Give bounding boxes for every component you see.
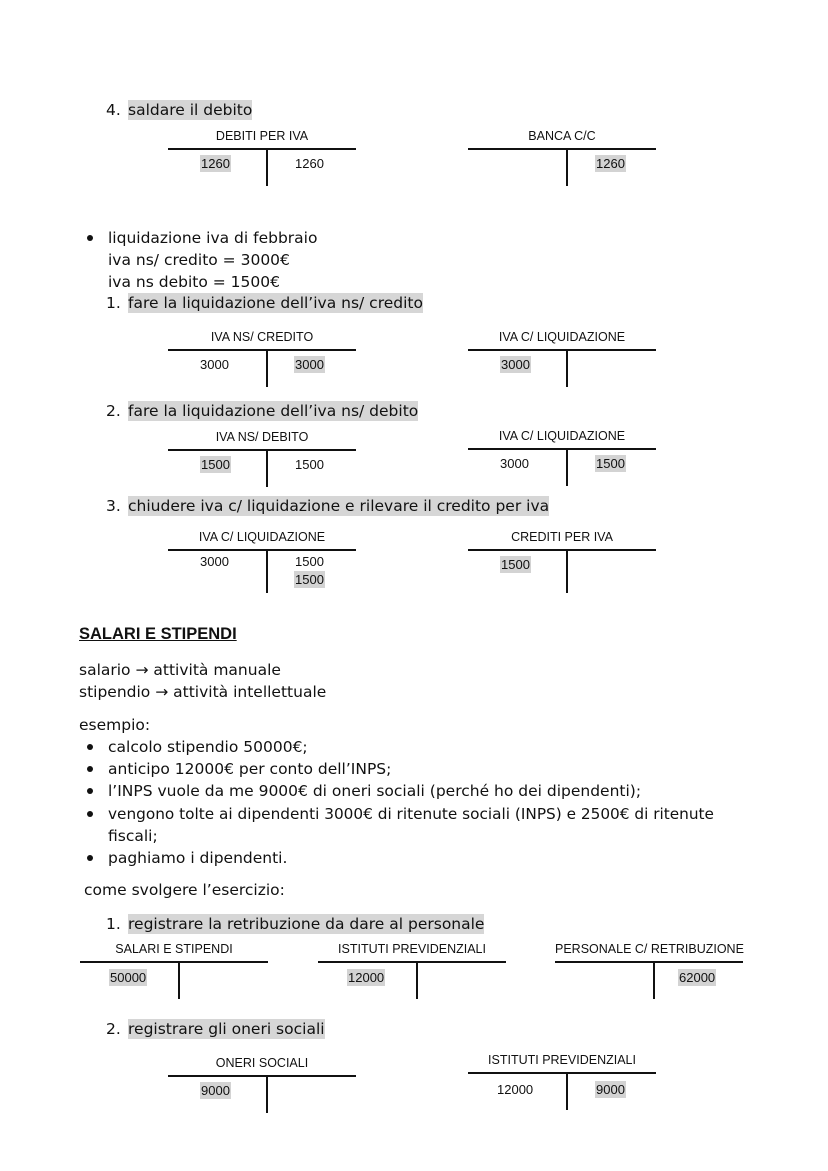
bullet: [87, 744, 93, 750]
account-divider: [266, 349, 268, 387]
step-s2-number: 2.: [106, 1020, 121, 1038]
step-4-number: 4.: [106, 101, 121, 119]
esempio-item: vengono tolte ai dipendenti 3000€ di ritenute sociali (INPS) e 2500€ di ritenute: [108, 805, 714, 823]
account-top-line: [168, 1075, 356, 1077]
t-account-salari-stipendi: [80, 941, 268, 1001]
bullet: [87, 235, 93, 241]
dare-value: 1500: [201, 457, 230, 472]
esempio-item-continuation: fiscali;: [108, 827, 158, 845]
dare-value: 3000: [200, 554, 229, 569]
account-divider: [178, 961, 180, 999]
account-top-line: [168, 349, 356, 351]
dare-value: 50000: [110, 970, 147, 985]
account-divider: [653, 961, 655, 999]
account-title: IVA NS/ DEBITO: [215, 430, 309, 444]
account-divider: [266, 449, 268, 487]
dare-value: 12000: [348, 970, 385, 985]
avere-value-1: 1500: [295, 554, 324, 569]
t-account-debiti-per-iva: [168, 128, 356, 188]
account-divider: [416, 961, 418, 999]
t-account-istituti-previdenziali-2: [468, 1052, 656, 1112]
account-divider: [266, 1075, 268, 1113]
bullet: [87, 855, 93, 861]
account-divider: [566, 349, 568, 387]
account-title: IVA NS/ CREDITO: [210, 330, 314, 344]
dare-value: 3000: [500, 456, 529, 471]
account-top-line: [555, 961, 743, 963]
step-f2-text: fare la liquidazione dell’iva ns/ debito: [128, 402, 419, 420]
t-account-personale-retribuzione: [555, 941, 743, 1001]
account-title: ONERI SOCIALI: [215, 1056, 309, 1070]
dare-value: 9000: [201, 1083, 230, 1098]
step-4-text: saldare il debito: [128, 101, 253, 119]
account-title: IVA C/ LIQUIDAZIONE: [198, 530, 326, 544]
come-svolgere: come svolgere l’esercizio:: [84, 881, 285, 899]
step-f1-text: fare la liquidazione dell’iva ns/ credito: [128, 294, 423, 312]
account-title: ISTITUTI PREVIDENZIALI: [488, 1053, 636, 1067]
step-f2-number: 2.: [106, 402, 121, 420]
def-stipendio: stipendio → attività intellettuale: [79, 683, 327, 701]
esempio-item: l’INPS vuole da me 9000€ di oneri sociali (perché ho dei dipendenti);: [108, 782, 642, 800]
account-divider: [266, 549, 268, 593]
account-top-line: [468, 1072, 656, 1074]
account-top-line: [168, 549, 356, 551]
liq-feb-debito: iva ns debito = 1500€: [108, 273, 280, 291]
bullet: [87, 788, 93, 794]
dare-value: 1260: [201, 156, 230, 171]
t-account-iva-liquidazione-3: [168, 529, 356, 589]
account-divider: [566, 448, 568, 486]
avere-value: 62000: [679, 970, 716, 985]
account-title: IVA C/ LIQUIDAZIONE: [498, 330, 626, 344]
account-title: BANCA C/C: [528, 129, 596, 143]
account-top-line: [80, 961, 268, 963]
bullet: [87, 811, 93, 817]
esempio-item: calcolo stipendio 50000€;: [108, 738, 308, 756]
account-title: ISTITUTI PREVIDENZIALI: [338, 942, 486, 956]
account-title: DEBITI PER IVA: [215, 129, 309, 143]
account-title: SALARI E STIPENDI: [115, 942, 233, 956]
t-account-banca: [468, 128, 656, 188]
account-divider: [566, 148, 568, 186]
t-account-istituti-previdenziali-1: [318, 941, 506, 1001]
account-title: IVA C/ LIQUIDAZIONE: [498, 429, 626, 443]
account-top-line: [168, 148, 356, 150]
esempio-item: paghiamo i dipendenti.: [108, 849, 288, 867]
account-top-line: [468, 549, 656, 551]
t-account-iva-liquidazione-2: [468, 428, 656, 488]
t-account-crediti-per-iva: [468, 529, 656, 589]
account-top-line: [168, 449, 356, 451]
dare-value: 3000: [200, 357, 229, 372]
avere-value: 9000: [596, 1082, 625, 1097]
section-title: SALARI E STIPENDI: [79, 625, 237, 643]
t-account-iva-ns-credito: [168, 329, 356, 389]
step-s2-text: registrare gli oneri sociali: [128, 1020, 325, 1038]
account-top-line: [468, 349, 656, 351]
dare-value: 1500: [501, 557, 530, 572]
account-divider: [566, 549, 568, 593]
account-divider: [566, 1072, 568, 1110]
bullet: [87, 766, 93, 772]
account-divider: [266, 148, 268, 186]
liq-feb-credito: iva ns/ credito = 3000€: [108, 251, 290, 269]
account-top-line: [318, 961, 506, 963]
account-title: PERSONALE C/ RETRIBUZIONE: [555, 942, 744, 956]
step-f3-number: 3.: [106, 497, 121, 515]
account-title: CREDITI PER IVA: [511, 530, 613, 544]
avere-value: 1260: [596, 156, 625, 171]
step-s1-text: registrare la retribuzione da dare al personale: [128, 915, 485, 933]
t-account-iva-ns-debito: [168, 429, 356, 489]
avere-value: 1500: [596, 456, 625, 471]
liq-feb-title: liquidazione iva di febbraio: [108, 229, 318, 247]
step-f1-number: 1.: [106, 294, 121, 312]
esempio-label: esempio:: [79, 716, 151, 734]
avere-value: 3000: [295, 357, 324, 372]
esempio-item: anticipo 12000€ per conto dell’INPS;: [108, 760, 392, 778]
avere-value: 1260: [295, 156, 324, 171]
t-account-oneri-sociali: [168, 1055, 356, 1115]
account-top-line: [468, 148, 656, 150]
account-top-line: [468, 448, 656, 450]
t-account-iva-liquidazione-1: [468, 329, 656, 389]
avere-value: 1500: [295, 457, 324, 472]
step-s1-number: 1.: [106, 915, 121, 933]
dare-value: 12000: [497, 1082, 534, 1097]
dare-value: 3000: [501, 357, 530, 372]
step-f3-text: chiudere iva c/ liquidazione e rilevare il credito per iva: [128, 497, 550, 515]
def-salario: salario → attività manuale: [79, 661, 281, 679]
avere-value-2: 1500: [295, 572, 324, 587]
